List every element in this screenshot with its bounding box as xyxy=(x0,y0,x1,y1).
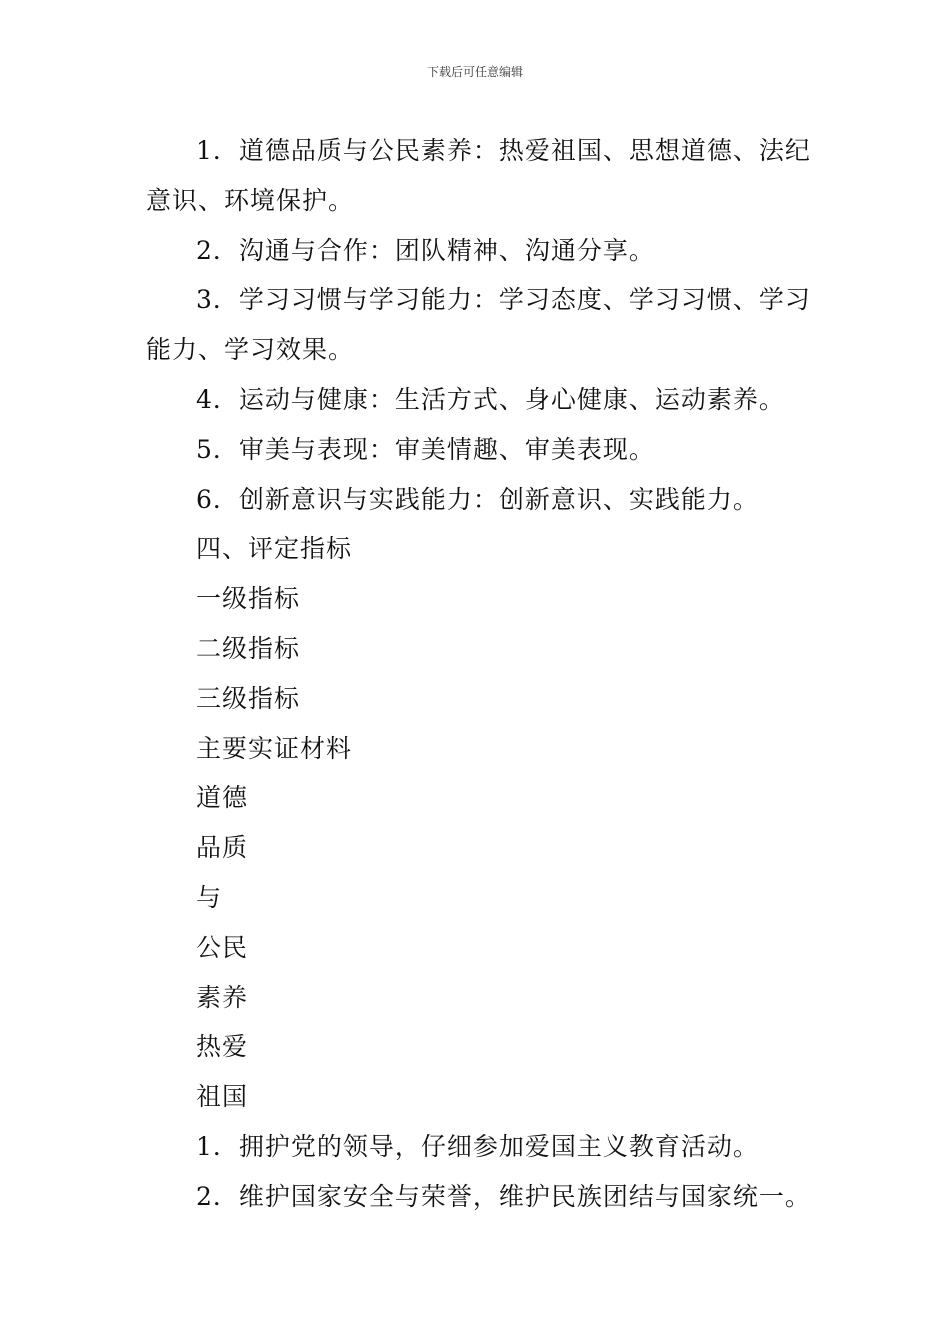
paragraph-6: 6．创新意识与实践能力：创新意识、实践能力。 xyxy=(196,484,759,514)
paragraph-2: 2．沟通与合作：团队精神、沟通分享。 xyxy=(196,235,655,265)
table-cell-text: 道德 xyxy=(196,783,249,813)
table-header-level1: 一级指标 xyxy=(196,584,301,614)
table-header-level3: 三级指标 xyxy=(196,683,301,713)
list-item: 2．维护国家安全与荣誉，维护民族团结与国家统一。 xyxy=(196,1181,811,1211)
document-body xyxy=(146,126,811,1222)
table-cell-text: 公民 xyxy=(196,932,249,962)
table-cell-text: 素养 xyxy=(196,982,249,1012)
paragraph-5: 5．审美与表现：审美情趣、审美表现。 xyxy=(196,434,655,464)
table-cell-text: 品质 xyxy=(196,833,249,863)
table-header-evidence: 主要实证材料 xyxy=(196,733,353,763)
table-cell-text: 祖国 xyxy=(196,1082,249,1112)
section-heading: 四、评定指标 xyxy=(196,534,353,564)
paragraph-1: 1．道德品质与公民素养：热爱祖国、思想道德、法纪意识、环境保护。 xyxy=(146,136,811,215)
table-cell-text: 与 xyxy=(196,882,223,912)
table-header-level2: 二级指标 xyxy=(196,633,301,663)
list-item: 1．拥护党的领导，仔细参加爱国主义教育活动。 xyxy=(196,1131,759,1161)
paragraph-4: 4．运动与健康：生活方式、身心健康、运动素养。 xyxy=(196,384,785,414)
table-cell-text: 热爱 xyxy=(196,1032,249,1062)
paragraph-3: 3．学习习惯与学习能力：学习态度、学习习惯、学习能力、学习效果。 xyxy=(146,285,811,365)
page-header: 下载后可任意编辑 xyxy=(426,65,523,79)
